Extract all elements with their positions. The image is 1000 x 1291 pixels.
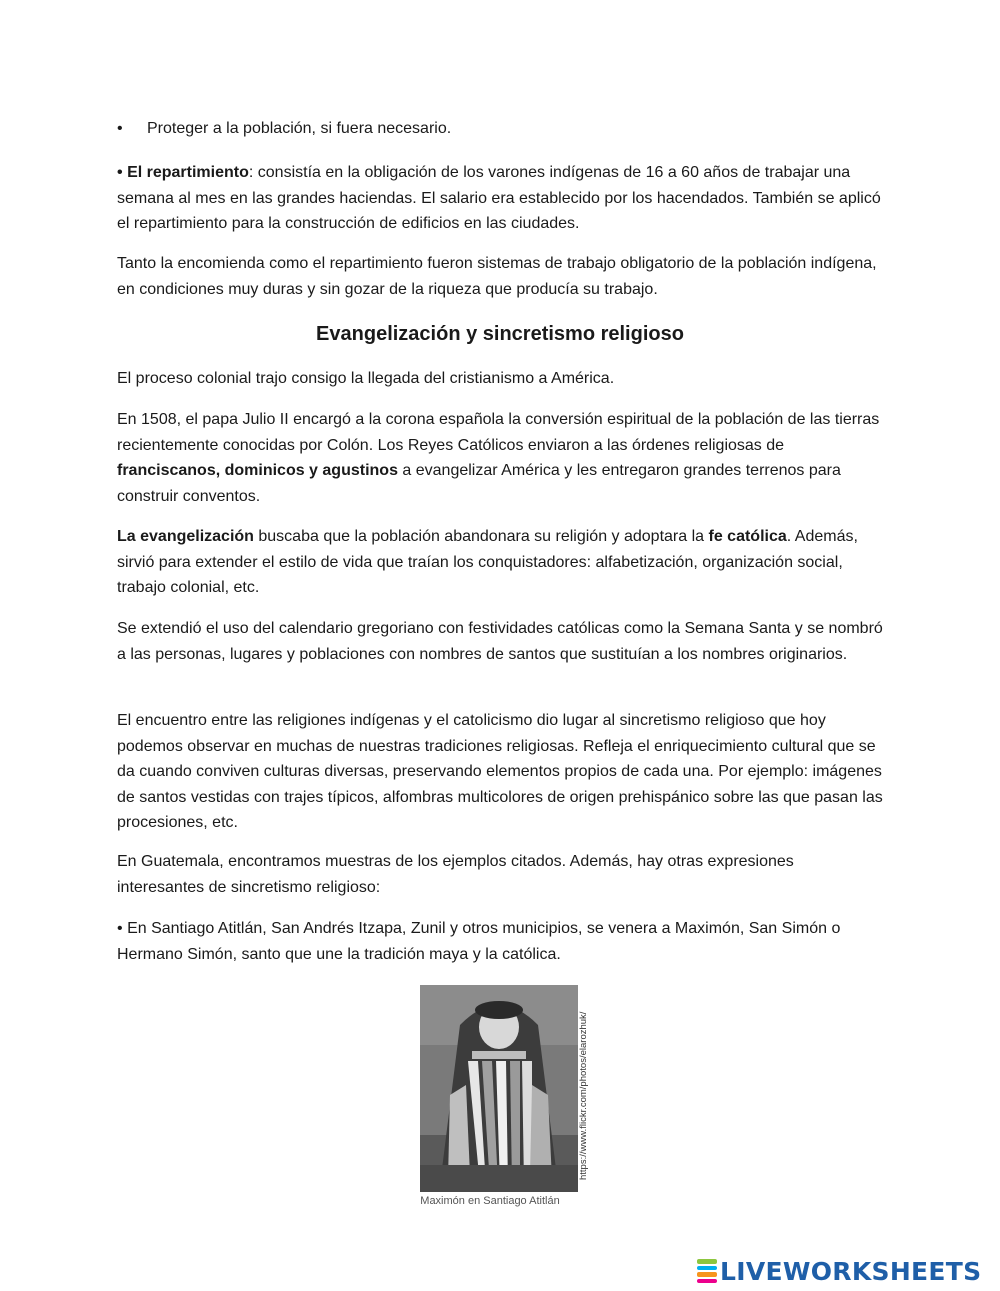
paragraph-encomienda: Tanto la encomienda como el repartimiento fueron sistemas de trabajo obligatorio de la población indígena, en condiciones muy duras y sin gozar de la riqueza que producía su trabajo. (117, 255, 877, 298)
paragraph-guatemala: En Guatemala, encontramos muestras de los ejemplos citados. Además, hay otras expresiones interesantes de sincretismo religioso: (117, 853, 794, 896)
section-heading: Evangelización y sincretismo religioso (316, 323, 684, 345)
repartimiento-text: : consistía en la obligación de los varones indígenas de 16 a 60 años de trabajar una semana al mes en las grandes haciendas. El salario era establecido por los hacendados. También se aplicó el repartimiento para la construcción de edificios en las ciudades. (117, 164, 881, 232)
photo-credit-text: https://www.flickr.com/photos/elarozhuk/ (578, 1011, 589, 1180)
text-part: En 1508, el papa Julio II encargó a la corona española la conversión espiritual de la población de las tierras recientemente conocidas por Colón. Los Reyes Católicos enviaron a las órdenes religiosas de (117, 411, 880, 454)
text-part: . Además, sirvió para extender el estilo de vida que traían los conquistadores: alfabetización, organización social, trabajo colonial, etc. (117, 528, 858, 596)
bold-evangelizacion: La evangelización (117, 528, 254, 545)
bold-fe-catolica: fe católica (708, 528, 787, 545)
bullet-marker: • (117, 920, 123, 937)
maximon-illustration (420, 985, 578, 1192)
paragraph-proceso: El proceso colonial trajo consigo la llegada del cristianismo a América. (117, 370, 615, 387)
term-repartimiento: El repartimiento (127, 164, 249, 181)
bullet-marker: • (117, 164, 123, 181)
paragraph-repartimiento (117, 160, 885, 237)
paragraph-1508 (117, 407, 885, 509)
bullet-santiago (117, 916, 885, 967)
text-part: a evangelizar América y les entregaron grandes terrenos para construir conventos. (117, 462, 841, 505)
bullet-text: Proteger a la población, si fuera necesario. (147, 120, 452, 137)
bullet-text: En Santiago Atitlán, San Andrés Itzapa, Zunil y otros municipios, se venera a Maximón, San Simón o Hermano Simón, santo que une la tradición maya y la católica. (117, 920, 841, 963)
paragraph-encuentro: El encuentro entre las religiones indígenas y el catolicismo dio lugar al sincretismo religioso que hoy podemos observar en muchas de nuestras tradiciones religiosas. Refleja el enriquecimiento cultural que se da cuando conviven culturas diversas, preservando elementos propios de cada una. Por ejemplo: imágenes de santos vestidas con trajes típicos, alfombras multicolores de origen prehispánico sobre las que pasan las procesiones, etc. (117, 712, 883, 831)
logo-text: LIVEWORKSHEETS (720, 1256, 982, 1286)
photo-caption: Maximón en Santiago Atitlán (420, 1195, 560, 1207)
paragraph-evangelizacion (117, 524, 885, 601)
bullet-proteger (117, 116, 451, 141)
liveworksheets-logo[interactable] (697, 1256, 981, 1286)
text-part: buscaba que la población abandonara su religión y adoptara la (253, 528, 709, 545)
bullet-marker: • (117, 120, 123, 137)
bold-ordenes: franciscanos, dominicos y agustinos (117, 462, 398, 479)
paragraph-calendario: Se extendió el uso del calendario gregoriano con festividades católicas como la Semana Santa y se nombró a las personas, lugares y poblaciones con nombres de santos que sustituían a los nombres originarios. (117, 620, 883, 663)
photo-credit (576, 985, 590, 1185)
logo-mark-icon (697, 1258, 717, 1284)
maximon-photo (420, 985, 578, 1192)
